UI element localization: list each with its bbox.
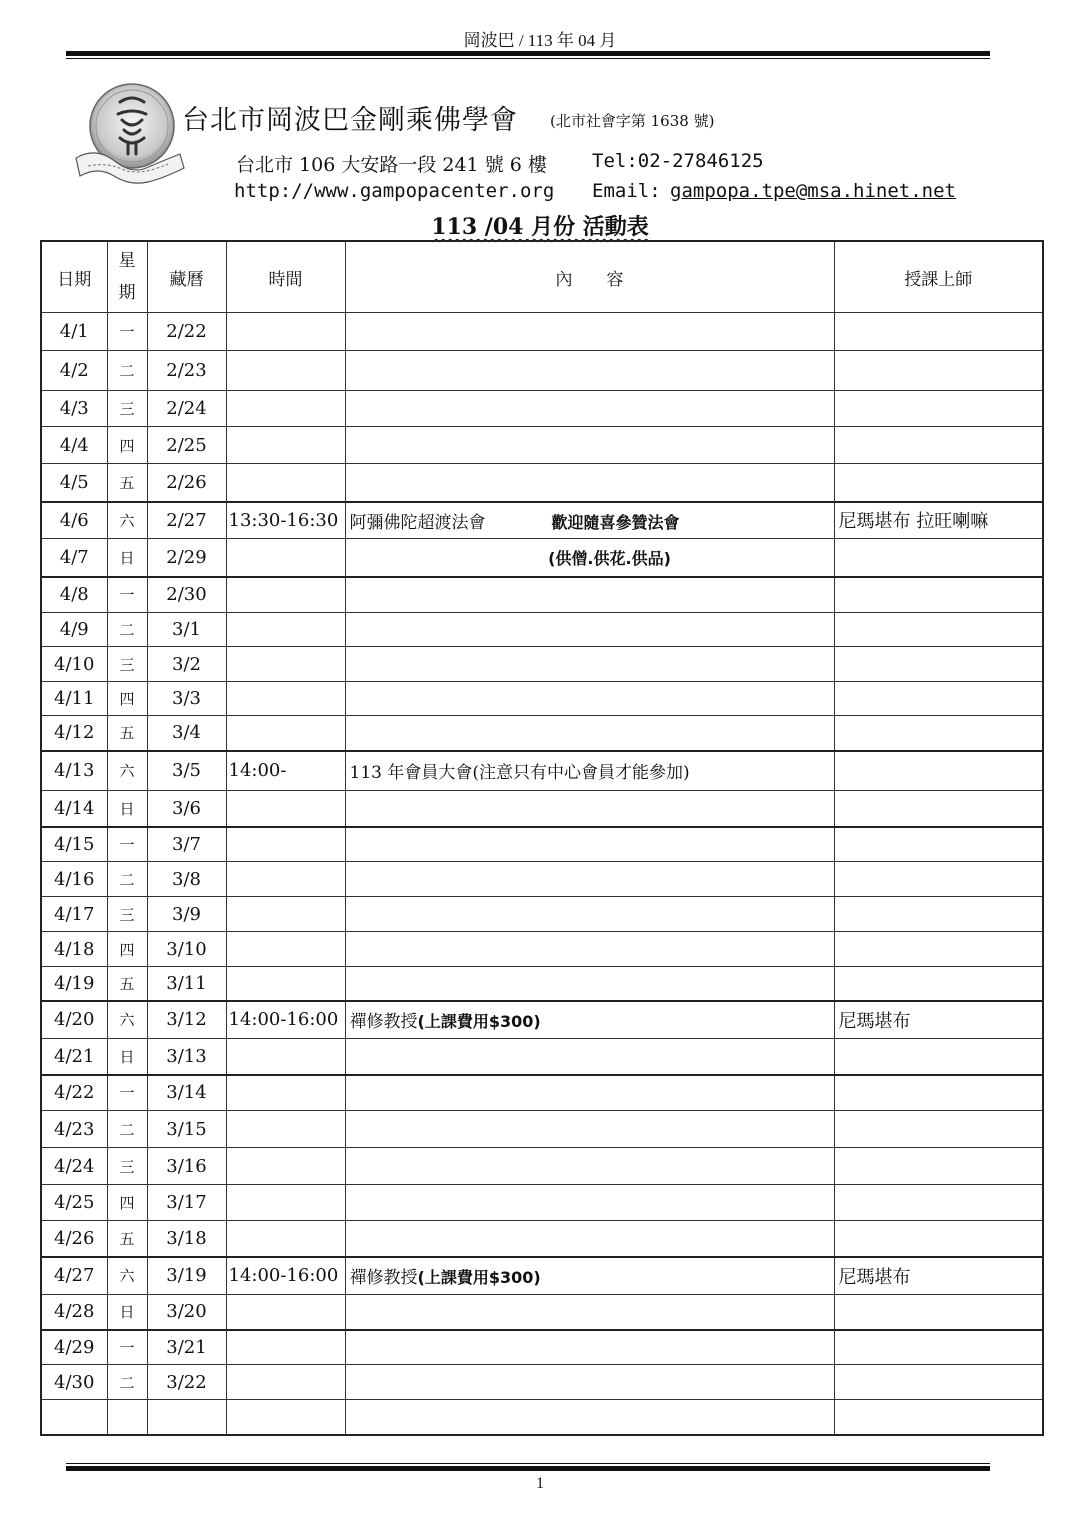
cell-teacher xyxy=(834,932,1043,967)
table-row xyxy=(41,502,1043,539)
header-tibetan-date: 藏曆 xyxy=(147,241,226,313)
running-header: 岡波巴 / 113 年 04 月 xyxy=(463,31,617,50)
cell-content xyxy=(345,1330,834,1365)
cell-date: 4/16 xyxy=(41,862,107,897)
cell-time xyxy=(226,967,345,1001)
cell-tibetan-date: 2/26 xyxy=(147,464,226,502)
cell-date: 4/2 xyxy=(41,351,107,391)
cell-weekday: 五 xyxy=(107,1221,147,1257)
cell-tibetan-date: 3/16 xyxy=(147,1148,226,1185)
cell-date: 4/20 xyxy=(41,1001,107,1039)
content-bold-text: 歡迎隨喜參贊法會 xyxy=(551,512,680,532)
activity-schedule-table xyxy=(40,240,1044,1436)
cell-teacher xyxy=(834,1330,1043,1365)
cell-time xyxy=(226,577,345,613)
cell-date: 4/30 xyxy=(41,1365,107,1400)
header-content: 內 容 xyxy=(345,241,834,313)
cell-weekday: 二 xyxy=(107,613,147,647)
table-row xyxy=(41,1148,1043,1185)
cell-teacher xyxy=(834,1075,1043,1111)
cell-date: 4/15 xyxy=(41,827,107,862)
cell-weekday: 三 xyxy=(107,897,147,932)
table-row xyxy=(41,1365,1043,1400)
cell-content xyxy=(345,1148,834,1185)
cell-content xyxy=(345,351,834,391)
cell-tibetan-date: 3/9 xyxy=(147,897,226,932)
cell-date: 4/19 xyxy=(41,967,107,1001)
cell-content xyxy=(345,751,834,791)
content-bold-text: (上課費用$300) xyxy=(417,1012,541,1032)
organization-address: 台北市 106 大安路一段 241 號 6 樓 xyxy=(236,154,547,176)
table-row xyxy=(41,1039,1043,1075)
cell-weekday: 日 xyxy=(107,539,147,577)
header-teacher: 授課上師 xyxy=(834,241,1043,313)
cell-tibetan-date: 3/13 xyxy=(147,1039,226,1075)
document-title xyxy=(0,210,1080,241)
cell-content xyxy=(345,1221,834,1257)
cell-content xyxy=(345,464,834,502)
cell-teacher xyxy=(834,1148,1043,1185)
table-row xyxy=(41,647,1043,682)
cell-teacher: 尼瑪堪布 xyxy=(834,1001,1043,1039)
cell-time xyxy=(226,427,345,464)
cell-teacher xyxy=(834,751,1043,791)
cell-weekday: 一 xyxy=(107,1075,147,1111)
table-row xyxy=(41,1330,1043,1365)
cell-tibetan-date: 3/17 xyxy=(147,1185,226,1221)
cell-teacher xyxy=(834,1111,1043,1148)
organization-name: 台北市岡波巴金剛乘佛學會 xyxy=(182,105,518,136)
cell-date: 4/27 xyxy=(41,1257,107,1295)
header-date: 日期 xyxy=(41,241,107,313)
cell-weekday: 日 xyxy=(107,791,147,827)
cell-teacher xyxy=(834,351,1043,391)
cell-weekday: 二 xyxy=(107,862,147,897)
cell-tibetan-date: 2/24 xyxy=(147,391,226,427)
cell-weekday: 五 xyxy=(107,967,147,1001)
cell-content xyxy=(345,1257,834,1295)
cell-tibetan-date: 3/11 xyxy=(147,967,226,1001)
cell-time xyxy=(226,682,345,716)
cell-teacher xyxy=(834,539,1043,577)
table-row xyxy=(41,827,1043,862)
cell-date: 4/18 xyxy=(41,932,107,967)
cell-content xyxy=(345,1400,834,1435)
cell-tibetan-date: 3/2 xyxy=(147,647,226,682)
organization-logo-icon xyxy=(70,80,190,192)
cell-time xyxy=(226,1075,345,1111)
cell-date: 4/6 xyxy=(41,502,107,539)
organization-website-link[interactable]: http://www.gampopacenter.org xyxy=(234,180,555,202)
email-label: Email: xyxy=(592,180,661,202)
cell-content xyxy=(345,932,834,967)
cell-weekday: 日 xyxy=(107,1039,147,1075)
cell-weekday: 一 xyxy=(107,577,147,613)
cell-time xyxy=(226,1365,345,1400)
cell-tibetan-date: 3/14 xyxy=(147,1075,226,1111)
table-row xyxy=(41,1185,1043,1221)
cell-weekday: 一 xyxy=(107,1330,147,1365)
cell-content xyxy=(345,1001,834,1039)
table-row xyxy=(41,1257,1043,1295)
cell-tibetan-date: 2/22 xyxy=(147,313,226,351)
table-row xyxy=(41,1075,1043,1111)
cell-weekday: 五 xyxy=(107,464,147,502)
cell-content xyxy=(345,577,834,613)
cell-tibetan-date: 2/23 xyxy=(147,351,226,391)
cell-date xyxy=(41,1400,107,1435)
cell-time xyxy=(226,647,345,682)
cell-tibetan-date xyxy=(147,1400,226,1435)
table-row xyxy=(41,577,1043,613)
cell-date: 4/3 xyxy=(41,391,107,427)
cell-time xyxy=(226,1400,345,1435)
cell-teacher xyxy=(834,647,1043,682)
cell-weekday: 一 xyxy=(107,313,147,351)
cell-weekday: 六 xyxy=(107,502,147,539)
table-row xyxy=(41,751,1043,791)
organization-phone: Tel:02-27846125 xyxy=(592,150,764,172)
table-row xyxy=(41,862,1043,897)
cell-time xyxy=(226,1148,345,1185)
table-row xyxy=(41,932,1043,967)
cell-tibetan-date: 3/7 xyxy=(147,827,226,862)
cell-time xyxy=(226,351,345,391)
cell-tibetan-date: 3/5 xyxy=(147,751,226,791)
table-row xyxy=(41,539,1043,577)
cell-date: 4/14 xyxy=(41,791,107,827)
cell-weekday: 四 xyxy=(107,1185,147,1221)
cell-content xyxy=(345,897,834,932)
cell-teacher xyxy=(834,1185,1043,1221)
content-text: 113 年會員大會(注意只有中心會員才能參加) xyxy=(349,763,690,784)
cell-time xyxy=(226,313,345,351)
cell-content xyxy=(345,539,834,577)
table-row xyxy=(41,1111,1043,1148)
table-header-row xyxy=(41,241,1043,313)
cell-time xyxy=(226,1111,345,1148)
cell-time xyxy=(226,1330,345,1365)
cell-time xyxy=(226,1295,345,1330)
cell-date: 4/26 xyxy=(41,1221,107,1257)
cell-weekday: 四 xyxy=(107,682,147,716)
table-row xyxy=(41,1400,1043,1435)
cell-date: 4/25 xyxy=(41,1185,107,1221)
cell-time xyxy=(226,391,345,427)
schedule-body xyxy=(41,313,1043,1435)
cell-content xyxy=(345,1111,834,1148)
header-weekday-top: 星 xyxy=(118,251,136,271)
cell-tibetan-date: 2/27 xyxy=(147,502,226,539)
cell-content xyxy=(345,1039,834,1075)
cell-date: 4/5 xyxy=(41,464,107,502)
table-row xyxy=(41,313,1043,351)
header-time: 時間 xyxy=(226,241,345,313)
content-bold-text: (供僧.供花.供品) xyxy=(548,548,671,568)
cell-content xyxy=(345,716,834,751)
cell-date: 4/13 xyxy=(41,751,107,791)
cell-teacher xyxy=(834,1295,1043,1330)
cell-tibetan-date: 2/29 xyxy=(147,539,226,577)
cell-date: 4/24 xyxy=(41,1148,107,1185)
cell-time xyxy=(226,464,345,502)
cell-teacher xyxy=(834,577,1043,613)
cell-content xyxy=(345,1365,834,1400)
cell-teacher xyxy=(834,1365,1043,1400)
cell-date: 4/4 xyxy=(41,427,107,464)
cell-time xyxy=(226,1221,345,1257)
cell-date: 4/10 xyxy=(41,647,107,682)
table-row xyxy=(41,351,1043,391)
cell-weekday: 二 xyxy=(107,1111,147,1148)
cell-time xyxy=(226,827,345,862)
cell-weekday: 二 xyxy=(107,1365,147,1400)
cell-teacher xyxy=(834,1039,1043,1075)
page-number: 1 xyxy=(536,1475,544,1492)
cell-teacher xyxy=(834,613,1043,647)
cell-weekday: 一 xyxy=(107,827,147,862)
cell-tibetan-date: 3/1 xyxy=(147,613,226,647)
cell-date: 4/7 xyxy=(41,539,107,577)
cell-teacher xyxy=(834,862,1043,897)
cell-time xyxy=(226,716,345,751)
cell-tibetan-date: 3/6 xyxy=(147,791,226,827)
cell-teacher xyxy=(834,716,1043,751)
cell-weekday: 五 xyxy=(107,716,147,751)
cell-time xyxy=(226,539,345,577)
content-bold-text: (上課費用$300) xyxy=(417,1268,541,1288)
cell-date: 4/29 xyxy=(41,1330,107,1365)
table-row xyxy=(41,391,1043,427)
table-row xyxy=(41,967,1043,1001)
header-weekday xyxy=(107,241,147,313)
cell-time: 14:00-16:00 xyxy=(226,1001,345,1039)
cell-teacher xyxy=(834,464,1043,502)
cell-content xyxy=(345,427,834,464)
cell-teacher xyxy=(834,791,1043,827)
cell-teacher xyxy=(834,313,1043,351)
cell-weekday: 六 xyxy=(107,751,147,791)
cell-time xyxy=(226,1039,345,1075)
cell-date: 4/12 xyxy=(41,716,107,751)
cell-weekday: 六 xyxy=(107,1257,147,1295)
document-title-text: 113 /04 月份 活動表 xyxy=(431,214,649,240)
cell-weekday: 四 xyxy=(107,427,147,464)
cell-weekday: 二 xyxy=(107,351,147,391)
cell-date: 4/8 xyxy=(41,577,107,613)
cell-teacher xyxy=(834,897,1043,932)
cell-weekday: 三 xyxy=(107,1148,147,1185)
cell-content xyxy=(345,647,834,682)
cell-tibetan-date: 3/8 xyxy=(147,862,226,897)
registration-number: (北市社會字第 1638 號) xyxy=(550,112,715,130)
cell-weekday xyxy=(107,1400,147,1435)
cell-teacher xyxy=(834,391,1043,427)
table-row xyxy=(41,1001,1043,1039)
cell-time xyxy=(226,862,345,897)
cell-content xyxy=(345,613,834,647)
cell-content xyxy=(345,791,834,827)
cell-teacher: 尼瑪堪布 xyxy=(834,1257,1043,1295)
cell-tibetan-date: 3/20 xyxy=(147,1295,226,1330)
cell-teacher xyxy=(834,1221,1043,1257)
cell-date: 4/21 xyxy=(41,1039,107,1075)
cell-teacher xyxy=(834,682,1043,716)
content-text: 禪修教授 xyxy=(349,1012,418,1033)
cell-tibetan-date: 3/10 xyxy=(147,932,226,967)
cell-tibetan-date: 3/3 xyxy=(147,682,226,716)
cell-teacher xyxy=(834,827,1043,862)
cell-tibetan-date: 2/25 xyxy=(147,427,226,464)
cell-teacher xyxy=(834,1400,1043,1435)
table-row xyxy=(41,427,1043,464)
content-text: 禪修教授 xyxy=(349,1268,418,1289)
table-row xyxy=(41,791,1043,827)
footer-rule xyxy=(66,1466,990,1471)
cell-date: 4/23 xyxy=(41,1111,107,1148)
cell-tibetan-date: 3/4 xyxy=(147,716,226,751)
cell-weekday: 日 xyxy=(107,1295,147,1330)
cell-content xyxy=(345,313,834,351)
table-row xyxy=(41,682,1043,716)
content-text: 阿彌佛陀超渡法會 xyxy=(349,512,486,533)
cell-content xyxy=(345,967,834,1001)
cell-content xyxy=(345,1185,834,1221)
cell-time xyxy=(226,791,345,827)
cell-time xyxy=(226,613,345,647)
cell-tibetan-date: 3/21 xyxy=(147,1330,226,1365)
cell-content xyxy=(345,1295,834,1330)
cell-weekday: 六 xyxy=(107,1001,147,1039)
cell-weekday: 三 xyxy=(107,391,147,427)
cell-tibetan-date: 3/15 xyxy=(147,1111,226,1148)
cell-tibetan-date: 3/12 xyxy=(147,1001,226,1039)
cell-teacher xyxy=(834,427,1043,464)
cell-time xyxy=(226,1185,345,1221)
cell-date: 4/17 xyxy=(41,897,107,932)
cell-weekday: 四 xyxy=(107,932,147,967)
cell-date: 4/28 xyxy=(41,1295,107,1330)
cell-time xyxy=(226,897,345,932)
header-weekday-bottom: 期 xyxy=(118,283,136,303)
cell-content xyxy=(345,1075,834,1111)
cell-time: 13:30-16:30 xyxy=(226,502,345,539)
cell-content xyxy=(345,391,834,427)
cell-content xyxy=(345,827,834,862)
cell-time: 14:00-16:00 xyxy=(226,1257,345,1295)
cell-weekday: 三 xyxy=(107,647,147,682)
table-row xyxy=(41,464,1043,502)
cell-tibetan-date: 3/22 xyxy=(147,1365,226,1400)
header-rule-thin xyxy=(66,58,990,59)
cell-date: 4/11 xyxy=(41,682,107,716)
cell-time: 14:00- xyxy=(226,751,345,791)
table-row xyxy=(41,1221,1043,1257)
table-row xyxy=(41,716,1043,751)
cell-tibetan-date: 2/30 xyxy=(147,577,226,613)
organization-email-link[interactable]: gampopa.tpe@msa.hinet.net xyxy=(670,180,956,202)
header-rule xyxy=(66,51,990,56)
cell-teacher: 尼瑪堪布 拉旺喇嘛 xyxy=(834,502,1043,539)
table-row xyxy=(41,897,1043,932)
cell-content xyxy=(345,502,834,539)
cell-time xyxy=(226,932,345,967)
footer-rule-thin xyxy=(66,1463,990,1464)
cell-date: 4/1 xyxy=(41,313,107,351)
cell-content xyxy=(345,682,834,716)
cell-tibetan-date: 3/18 xyxy=(147,1221,226,1257)
cell-teacher xyxy=(834,967,1043,1001)
table-row xyxy=(41,1295,1043,1330)
cell-tibetan-date: 3/19 xyxy=(147,1257,226,1295)
cell-date: 4/9 xyxy=(41,613,107,647)
table-row xyxy=(41,613,1043,647)
cell-date: 4/22 xyxy=(41,1075,107,1111)
cell-content xyxy=(345,862,834,897)
